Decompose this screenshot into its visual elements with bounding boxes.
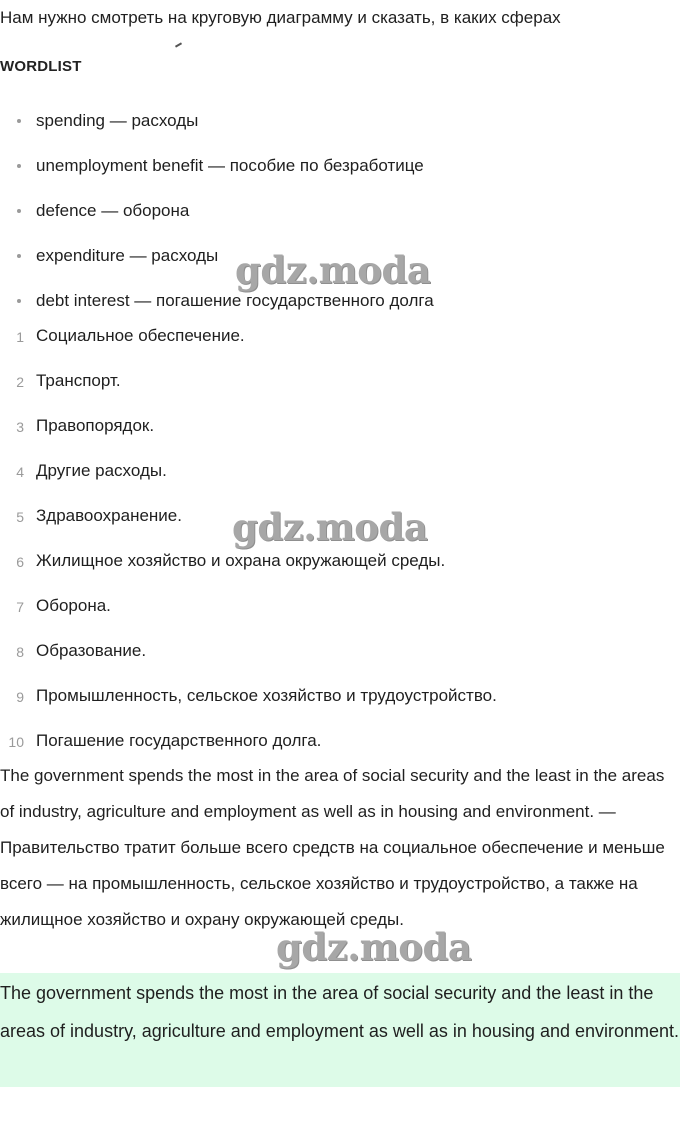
highlighted-answer: [0, 973, 680, 1087]
answer-item: [0, 638, 497, 683]
answer-text: Промышленность, сельское хозяйство и трудоустройство.: [36, 686, 497, 705]
watermark-logo: gdz.moda: [232, 505, 428, 549]
answer-text: Правопорядок.: [36, 416, 155, 435]
bullet-icon: [17, 119, 21, 123]
answer-text: Другие расходы.: [36, 461, 167, 480]
answer-item: [0, 368, 497, 413]
answer-number: 3: [16, 419, 24, 435]
answer-number: 7: [16, 599, 24, 615]
highlighted-answer-text: The government spends the most in the area of social security and the least in the areas of industry, agriculture and employment as well as in housing and environment.: [0, 983, 680, 1041]
bullet-icon: [17, 299, 21, 303]
answer-number: 2: [16, 374, 24, 390]
decorative-mark: [175, 42, 182, 47]
answer-text: Здравоохранение.: [36, 506, 182, 525]
answer-item: [0, 323, 497, 368]
wordlist-item-text: spending — расходы: [36, 111, 199, 130]
answer-text: Жилищное хозяйство и охрана окружающей среды.: [36, 551, 446, 570]
answer-item: [0, 548, 497, 593]
answer-number: 6: [16, 554, 24, 570]
answer-item: [0, 413, 497, 458]
answer-text: Транспорт.: [36, 371, 121, 390]
answer-number: 5: [16, 509, 24, 525]
answer-item: [0, 458, 497, 503]
wordlist-item: [0, 108, 434, 153]
wordlist-item-text: defence — оборона: [36, 201, 190, 220]
answer-paragraph: The government spends the most in the area of social security and the least in the areas of industry, agriculture and employment as well as in housing and environment. — Правительство тратит больше всего средств на социальное обеспечение и меньше всего — на промышленность, сельское хозяйство и трудоустройство, а также на жилищное хозяйство и охрану окружающей среды.: [0, 766, 665, 929]
answer-text: Оборона.: [36, 596, 111, 615]
answer-number: 9: [16, 689, 24, 705]
answer-item: [0, 683, 497, 728]
wordlist-item-text: unemployment benefit — пособие по безработице: [36, 156, 424, 175]
answer-text: Погашение государственного долга.: [36, 731, 322, 750]
bullet-icon: [17, 209, 21, 213]
bullet-icon: [17, 254, 21, 258]
wordlist-item-text: debt interest — погашение государственного долга: [36, 291, 434, 310]
answer-number: 8: [16, 644, 24, 660]
wordlist: [0, 108, 434, 333]
watermark-logo: gdz.moda: [276, 925, 472, 969]
bullet-icon: [17, 164, 21, 168]
intro-text: Нам нужно смотреть на круговую диаграмму и сказать, в каких сферах: [0, 8, 561, 27]
wordlist-item: [0, 153, 434, 198]
answer-item: [0, 593, 497, 638]
answer-text: Образование.: [36, 641, 147, 660]
wordlist-item: [0, 198, 434, 243]
watermark-logo: gdz.moda: [235, 248, 431, 292]
answer-number: 10: [8, 734, 24, 750]
answer-number: 1: [16, 329, 24, 345]
wordlist-item-text: expenditure — расходы: [36, 246, 219, 265]
answer-number: 4: [16, 464, 24, 480]
wordlist-heading: WORDLIST: [0, 58, 82, 75]
answer-text: Социальное обеспечение.: [36, 326, 245, 345]
